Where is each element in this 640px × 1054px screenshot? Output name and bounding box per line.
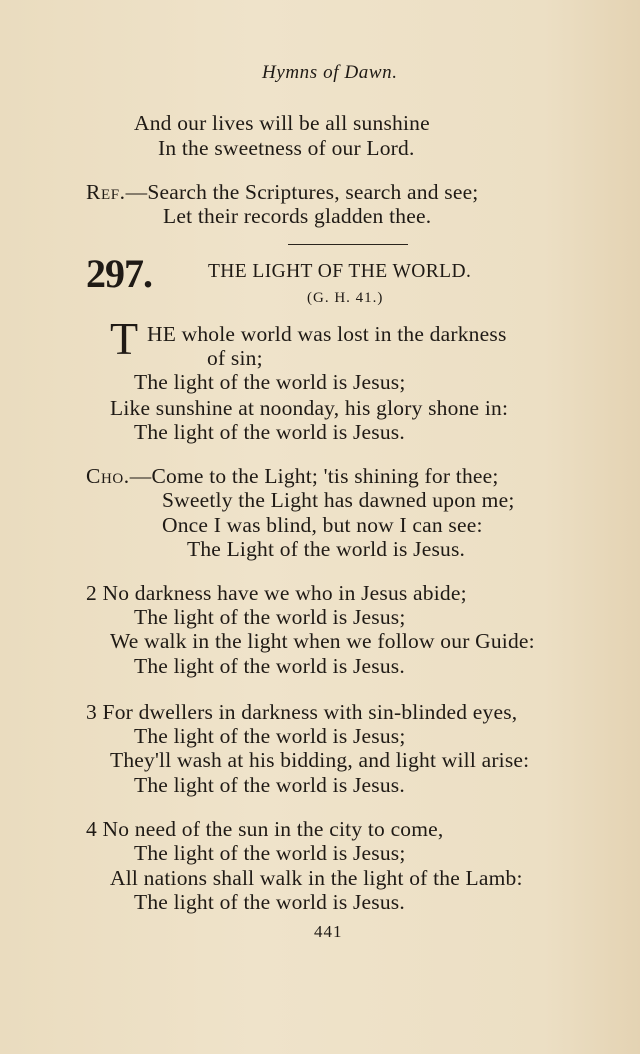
verse2-line-3: We walk in the light when we follow our Guide: <box>110 629 535 653</box>
verse4-line-3: All nations shall walk in the light of the Lamb: <box>110 866 523 890</box>
verse1-line-4: Like sunshine at noonday, his glory shone in: <box>110 396 509 420</box>
verse3-line-2: The light of the world is Jesus; <box>134 724 406 748</box>
verse1-line-5: The light of the world is Jesus. <box>134 420 405 444</box>
refrain-label: Ref. <box>86 180 126 204</box>
verse4-line-1 <box>86 817 444 842</box>
hymn-number: 297. <box>86 251 152 296</box>
verse4-line-4: The light of the world is Jesus. <box>134 890 405 914</box>
prev-hymn-line-2: In the sweetness of our Lord. <box>158 136 415 160</box>
chorus-line-1 <box>86 464 499 489</box>
verse4-number: 4 <box>86 817 97 841</box>
verse3-number: 3 <box>86 700 97 724</box>
verse1-line-2: of sin; <box>207 346 263 370</box>
verse1-line-1: HE whole world was lost in the darkness <box>147 322 507 346</box>
verse3-text-1: For dwellers in darkness with sin-blinded eyes, <box>102 700 518 724</box>
verse2-text-1: No darkness have we who in Jesus abide; <box>102 581 467 605</box>
prev-hymn-line-1: And our lives will be all sunshine <box>134 111 430 135</box>
tune-reference: (G. H. 41.) <box>307 290 384 306</box>
chorus-text-1: —Come to the Light; 'tis shining for thee; <box>129 464 499 488</box>
prev-refrain-line-1 <box>86 180 479 205</box>
page-number: 441 <box>314 922 343 941</box>
verse4-line-2: The light of the world is Jesus; <box>134 841 406 865</box>
chorus-line-4: The Light of the world is Jesus. <box>187 537 466 561</box>
verse2-line-1 <box>86 581 467 606</box>
chorus-line-3: Once I was blind, but now I can see: <box>162 513 483 537</box>
prev-refrain-line-2: Let their records gladden thee. <box>163 204 432 228</box>
verse4-text-1: No need of the sun in the city to come, <box>102 817 444 841</box>
drop-cap: T <box>110 313 139 364</box>
hymn-title: THE LIGHT OF THE WORLD. <box>208 261 472 282</box>
verse2-number: 2 <box>86 581 97 605</box>
chorus-label: Cho. <box>86 464 130 488</box>
running-head: Hymns of Dawn. <box>262 62 398 83</box>
refrain-text-1: —Search the Scriptures, search and see; <box>125 180 479 204</box>
chorus-line-2: Sweetly the Light has dawned upon me; <box>162 488 515 512</box>
verse3-line-3: They'll wash at his bidding, and light will arise: <box>110 748 530 772</box>
verse2-line-4: The light of the world is Jesus. <box>134 654 405 678</box>
section-divider <box>288 244 408 245</box>
verse3-line-4: The light of the world is Jesus. <box>134 773 405 797</box>
verse2-line-2: The light of the world is Jesus; <box>134 605 406 629</box>
verse1-line-3: The light of the world is Jesus; <box>134 370 406 394</box>
verse3-line-1 <box>86 700 517 725</box>
